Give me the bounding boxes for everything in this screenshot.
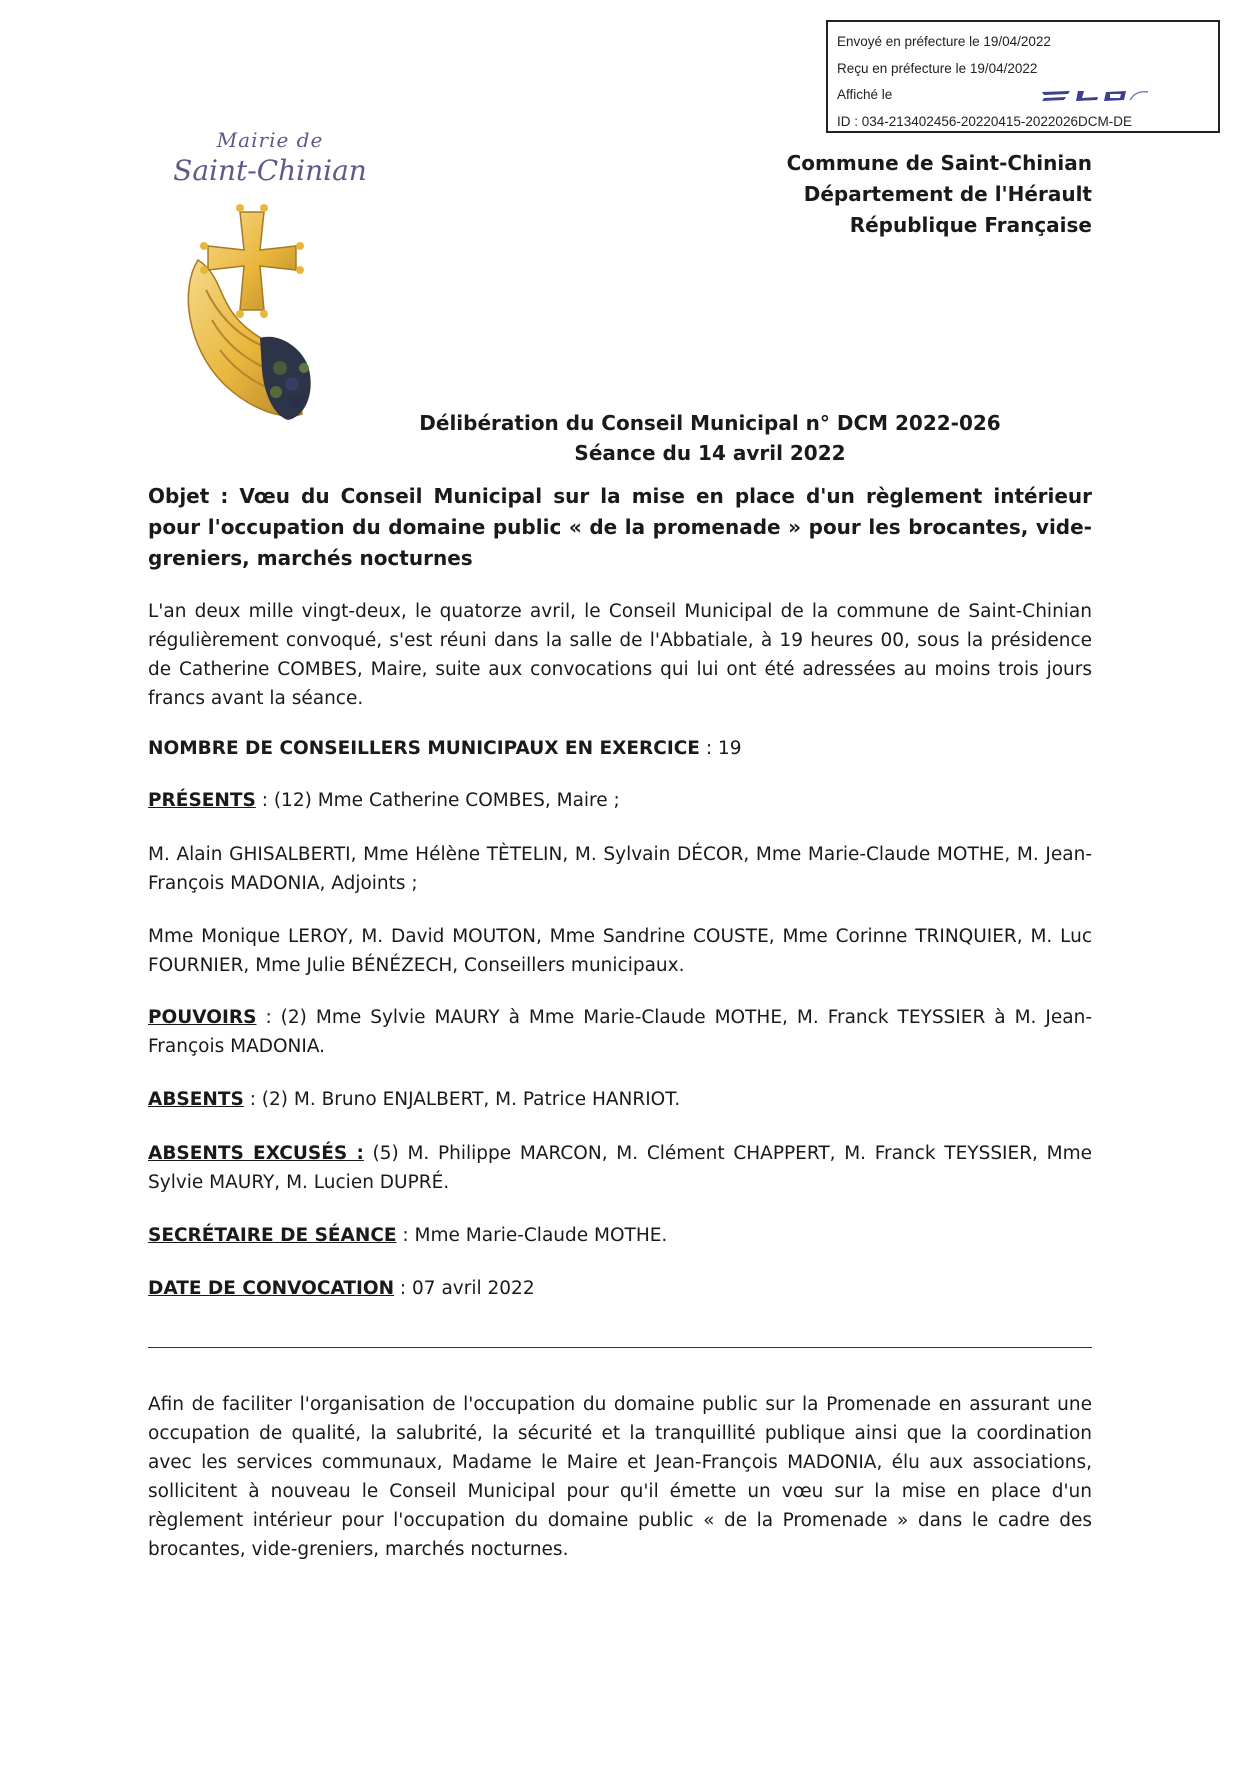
objet-paragraph: Objet : Vœu du Conseil Municipal sur la mise en place d'un règlement intérieur pour l'occupation du domaine public « de la promenade » pour les brocantes, vide-greniers, marchés nocturnes <box>148 484 1092 570</box>
republique-name: République Française <box>849 213 1092 237</box>
adjoints-paragraph: M. Alain GHISALBERTI, Mme Hélène TÈTELIN, M. Sylvain DÉCOR, Mme Marie-Claude MOTHE, M. Jean-François MADONIA, Adjoints ; <box>148 844 1092 894</box>
cornucopia-cross-icon <box>168 198 368 438</box>
seance-date: Séance du 14 avril 2022 <box>574 441 846 465</box>
secretaire-line <box>148 1221 1092 1250</box>
conseillers-paragraph: Mme Monique LEROY, M. David MOUTON, Mme Sandrine COUSTE, Mme Corinne TRINQUIER, M. Luc FOURNIER, Mme Julie BÉNÉZECH, Conseillers municipaux. <box>148 926 1092 976</box>
pouvoirs-paragraph <box>148 1003 1092 1061</box>
exercice-value: : 19 <box>699 738 742 759</box>
intro-paragraph: L'an deux mille vingt-deux, le quatorze avril, le Conseil Municipal de la commune de Saint-Chinian régulièrement convoqué, s'est réuni dans la salle de l'Abbatiale, à 19 heures 00, sous la présidence de Catherine COMBES, Maire, suite aux convocations qui lui ont été adressées au moins trois jours francs avant la séance. <box>148 601 1092 709</box>
excuses-paragraph <box>148 1139 1092 1197</box>
secretaire-value: : Mme Marie-Claude MOTHE. <box>396 1225 668 1246</box>
mairie-logo <box>160 120 380 440</box>
logo-line1: Mairie de <box>216 128 324 152</box>
presents-label: PRÉSENTS <box>148 790 256 811</box>
presents-line <box>148 786 1092 815</box>
deliberation-title <box>380 408 1040 468</box>
convocation-label: DATE DE CONVOCATION <box>148 1278 395 1299</box>
separator-line <box>148 1347 1092 1348</box>
departement-name: Département de l'Hérault <box>803 182 1092 206</box>
convocation-line <box>148 1274 1092 1303</box>
excuses-label: ABSENTS EXCUSÉS : <box>148 1143 364 1164</box>
secretaire-label: SECRÉTAIRE DE SÉANCE <box>148 1225 397 1246</box>
exercice-label: NOMBRE DE CONSEILLERS MUNICIPAUX EN EXERCICE <box>148 738 700 759</box>
stamp-id: ID : 034-213402456-20220415-2022026DCM-DE <box>837 113 1132 129</box>
stamp-received: Reçu en préfecture le 19/04/2022 <box>837 60 1038 76</box>
pouvoirs-value: : (2) Mme Sylvie MAURY à Mme Marie-Claude MOTHE, M. Franck TEYSSIER à M. Jean-François MADONIA. <box>148 1007 1092 1057</box>
logo-line2: Saint-Chinian <box>173 154 367 187</box>
prefecture-stamp <box>826 20 1220 133</box>
exercice-line <box>148 734 1092 763</box>
commune-header <box>787 148 1092 241</box>
deliberation-number: Délibération du Conseil Municipal n° DCM 2022-026 <box>419 411 1001 435</box>
absents-value: : (2) M. Bruno ENJALBERT, M. Patrice HANRIOT. <box>243 1089 681 1110</box>
slo-signature-icon <box>1040 88 1150 104</box>
absents-label: ABSENTS <box>148 1089 244 1110</box>
pouvoirs-label: POUVOIRS <box>148 1007 257 1028</box>
commune-name: Commune de Saint-Chinian <box>786 151 1092 175</box>
stamp-posted-label: Affiché le <box>837 87 893 102</box>
stamp-sent: Envoyé en préfecture le 19/04/2022 <box>837 34 1051 49</box>
convocation-value: : 07 avril 2022 <box>394 1278 535 1299</box>
stamp-posted <box>837 82 1218 109</box>
excuses-value: (5) M. Philippe MARCON, M. Clément CHAPPERT, M. Franck TEYSSIER, Mme Sylvie MAURY, M. Lucien DUPRÉ. <box>148 1143 1092 1193</box>
presents-value: : (12) Mme Catherine COMBES, Maire ; <box>255 790 620 811</box>
absents-line <box>148 1085 1092 1114</box>
body-paragraph: Afin de faciliter l'organisation de l'occupation du domaine public sur la Promenade en assurant une occupation de qualité, la salubrité, la sécurité et la tranquillité publique ainsi que la coordination avec les services communaux, Madame le Maire et Jean-François MADONIA, élu aux associations, sollicitent à nouveau le Conseil Municipal pour qu'il émette un vœu sur la mise en place d'un règlement intérieur pour l'occupation du domaine public « de la Promenade » dans le cadre des brocantes, vide-greniers, marchés nocturnes. <box>148 1394 1092 1560</box>
